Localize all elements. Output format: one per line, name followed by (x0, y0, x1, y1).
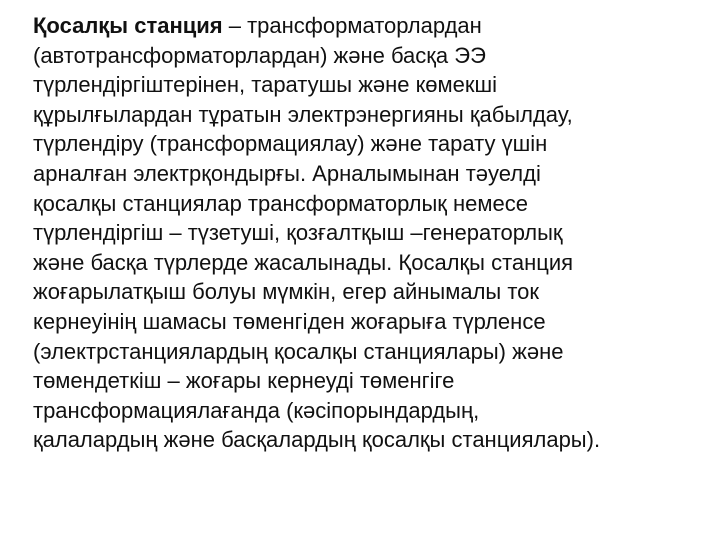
text-line-5: түрлендіру (трансформациялау) және тарату үшін (33, 131, 548, 157)
text-line-3: түрлендіргіштерінен, таратушы және көмекші (33, 72, 498, 98)
text-line-14: трансформациялағанда (кәсіпорындардың, (33, 397, 480, 423)
text-line-9: және басқа түрлерде жасалынады. Қосалқы станция (33, 249, 574, 275)
paragraph (33, 11, 693, 455)
first-line-rest: – трансформаторлардан (222, 13, 482, 38)
text-line-12: (электрстанциялардың қосалқы станциялары) және (33, 338, 564, 364)
defined-term: Қосалқы станция (33, 13, 223, 38)
text-line-10: жоғарылатқыш болуы мүмкін, егер айнымалы ток (33, 279, 540, 305)
text-line-15: қалалардың және басқалардың қосалқы станциялары). (33, 427, 601, 453)
text-line-2: (автотрансформаторлардан) және басқа ЭЭ (33, 42, 486, 68)
text-line-11: кернеуінің шамасы төменгіден жоғарыға түрленсе (33, 308, 546, 334)
text-line-7: қосалқы станциялар трансформаторлық немесе (33, 190, 528, 216)
text-line-1 (33, 11, 693, 41)
text-line-8: түрлендіргіш – түзетуші, қозғалтқыш –генераторлық (33, 220, 563, 246)
text-line-13: төмендеткіш – жоғары кернеуді төменгіге (33, 368, 455, 394)
text-line-4: құрылғылардан тұратын электрэнергияны қабылдау, (33, 101, 573, 127)
text-line-6: арналған электрқондырғы. Арналымынан тәуелді (33, 160, 541, 186)
